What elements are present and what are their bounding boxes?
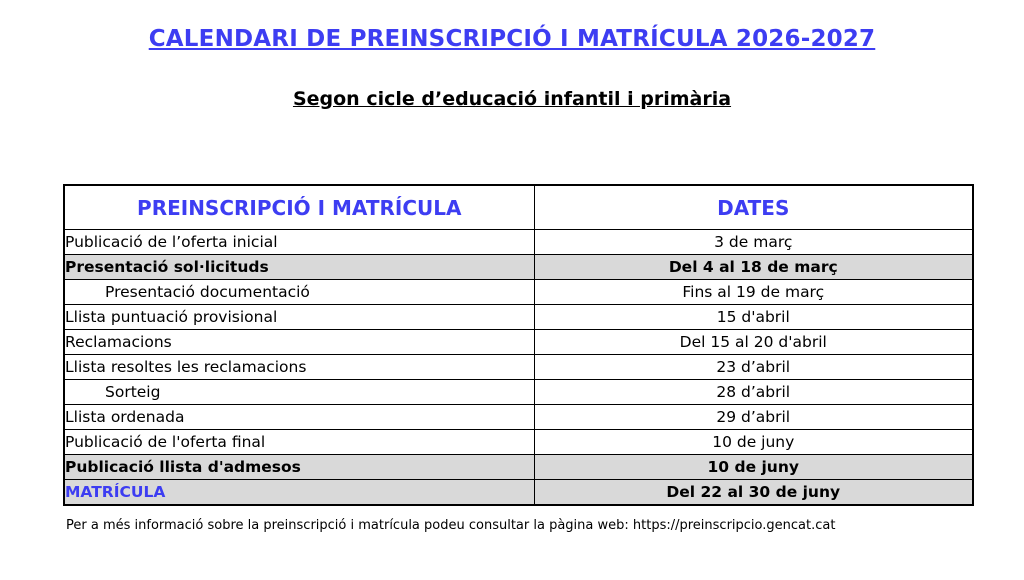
- activity-cell: Llista resoltes les reclamacions: [64, 355, 534, 380]
- column-header-preinscripcio: PREINSCRIPCIÓ I MATRÍCULA: [64, 185, 534, 230]
- date-cell: Del 4 al 18 de març: [534, 255, 973, 280]
- date-cell: 23 d’abril: [534, 355, 973, 380]
- date-cell: Del 15 al 20 d'abril: [534, 330, 973, 355]
- table-row: [64, 355, 973, 380]
- table-row: [64, 380, 973, 405]
- page-title: CALENDARI DE PREINSCRIPCIÓ I MATRÍCULA 2026-2027: [148, 26, 876, 52]
- date-cell: 10 de juny: [534, 430, 973, 455]
- activity-cell: Publicació llista d'admesos: [64, 455, 534, 480]
- date-cell: Del 22 al 30 de juny: [534, 480, 973, 506]
- column-header-dates: DATES: [534, 185, 973, 230]
- date-cell: 29 d’abril: [534, 405, 973, 430]
- table-header-row: [64, 185, 973, 230]
- activity-cell: Sorteig: [64, 380, 534, 405]
- table-row: [64, 405, 973, 430]
- table-body: [64, 230, 973, 506]
- table-row: [64, 455, 973, 480]
- activity-cell: Reclamacions: [64, 330, 534, 355]
- activity-cell: Presentació sol·licituds: [64, 255, 534, 280]
- activity-cell: Presentació documentació: [64, 280, 534, 305]
- table-row: [64, 430, 973, 455]
- table-row: [64, 230, 973, 255]
- table-row: [64, 330, 973, 355]
- activity-cell: Publicació de l'oferta final: [64, 430, 534, 455]
- table-row: [64, 255, 973, 280]
- date-cell: 10 de juny: [534, 455, 973, 480]
- date-cell: 28 d’abril: [534, 380, 973, 405]
- footer-info-text: Per a més informació sobre la preinscripció i matrícula podeu consultar la pàgina web: https://preinscripcio.gencat.cat: [66, 518, 836, 533]
- page-subtitle: Segon cicle d’educació infantil i primària: [292, 88, 732, 110]
- date-cell: 3 de març: [534, 230, 973, 255]
- table-row: [64, 280, 973, 305]
- table-row: [64, 305, 973, 330]
- date-cell: 15 d'abril: [534, 305, 973, 330]
- activity-cell: Publicació de l’oferta inicial: [64, 230, 534, 255]
- activity-cell: Llista puntuació provisional: [64, 305, 534, 330]
- activity-cell: Llista ordenada: [64, 405, 534, 430]
- date-cell: Fins al 19 de març: [534, 280, 973, 305]
- activity-cell: MATRÍCULA: [64, 480, 534, 506]
- calendar-table: [63, 184, 974, 506]
- table-row: [64, 480, 973, 506]
